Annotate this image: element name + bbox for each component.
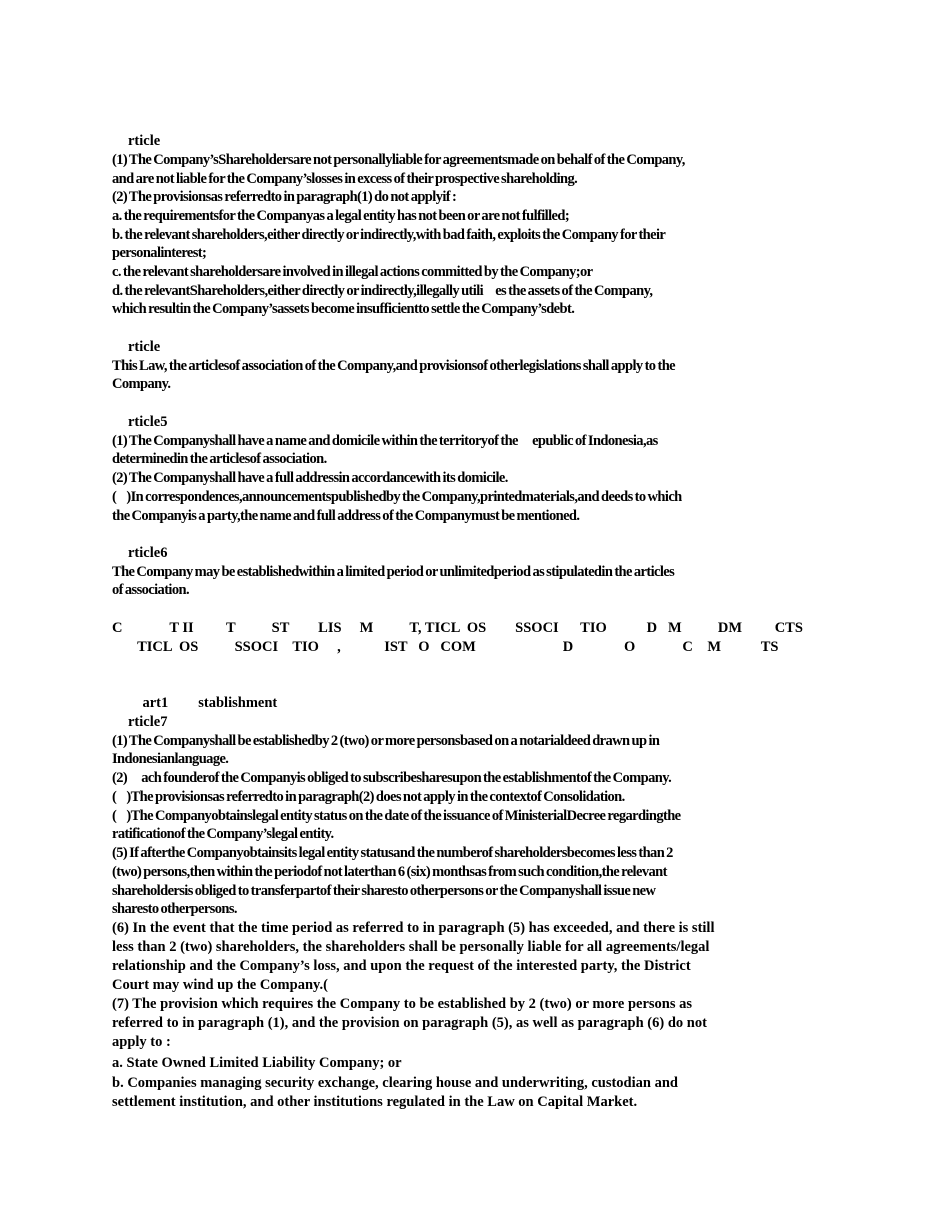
article-7-line: Indonesianlanguage. (112, 751, 229, 767)
article-5-line: ( )In correspondences,announcementspublishedby the Company,printedmaterials,and deeds to which (112, 489, 682, 505)
article-7-line: settlement institution, and other institutions regulated in the Law on Capital Market. (112, 1094, 638, 1110)
article-4-line: which resultin the Company’sassets become insufficientto settle the Company’sdebt. (112, 301, 575, 317)
article-5-line: the Companyis a party,the name and full address of the Companymust be mentioned. (112, 508, 580, 524)
article-5-line: determinedin the articlesof association. (112, 451, 327, 467)
part-label: art1 (142, 695, 169, 711)
article-7-line: (2) ach founderof the Companyis obliged to subscribesharesupon the establishmentof the Company. (112, 770, 672, 786)
article-4-line: c. the relevant shareholdersare involved in illegal actions committed by the Company;or (112, 264, 593, 280)
article-7-line: relationship and the Company’s loss, and upon the request of the interested party, the District (112, 958, 691, 974)
article-4-line: and are not liable for the Company’slosses in excess of their prospective shareholding. (112, 171, 578, 187)
article-7-line: referred to in paragraph (1), and the provision on paragraph (5), as well as paragraph (6) do not (112, 1015, 707, 1031)
article-law-heading: rticle (128, 339, 161, 355)
article-4-line: b. the relevant shareholders,either directly or indirectly,with bad faith, exploits the Company for their (112, 227, 666, 243)
article-4-line: a. the requirementsfor the Companyas a legal entity has not been or are not fulfilled; (112, 208, 570, 224)
article-4-line: (2) The provisionsas referredto in paragraph(1) do not applyif : (112, 189, 457, 205)
article-5-heading: rticle5 (128, 414, 168, 430)
article-7-line: b. Companies managing security exchange, clearing house and underwriting, custodian and (112, 1075, 678, 1091)
article-7-line: ratificationof the Company’slegal entity. (112, 826, 334, 842)
article-4-line: personalinterest; (112, 245, 207, 261)
article-7-line: less than 2 (two) shareholders, the shareholders shall be personally liable for all agreements/legal (112, 939, 710, 955)
article-7-line: Court may wind up the Company.( (112, 977, 328, 993)
article-law-line: This Law, the articlesof association of the Company,and provisionsof otherlegislations shall apply to the (112, 358, 675, 374)
article-law-line: Company. (112, 376, 171, 392)
article-4-line: d. the relevantShareholders,either directly or indirectly,illegally utili es the assets of the Company, (112, 283, 653, 299)
article-7-line: (6) In the event that the time period as referred to in paragraph (5) has exceeded, and there is still (112, 920, 715, 936)
article-7-line: (7) The provision which requires the Company to be established by 2 (two) or more persons as (112, 996, 693, 1012)
article-6-heading: rticle6 (128, 545, 168, 561)
article-5-line: (1) The Companyshall have a name and domicile within the territoryof the epublic of Indonesia,as (112, 433, 658, 449)
article-5-line: (2) The Companyshall have a full addressin accordancewith its domicile. (112, 470, 508, 486)
article-6-line: of association. (112, 582, 190, 598)
article-4-heading: rticle (128, 133, 161, 149)
article-6-line: The Company may be establishedwithin a limited period or unlimitedperiod as stipulatedin the articles (112, 564, 675, 580)
article-7-line: a. State Owned Limited Liability Company; or (112, 1055, 402, 1071)
article-4-line: (1) The Company’sShareholdersare not personallyliable for agreementsmade on behalf of the Company, (112, 152, 685, 168)
article-7-line: ( )The provisionsas referredto in paragraph(2) does not apply in the contextof Consolidation. (112, 789, 625, 805)
article-7-line: ( )The Companyobtainslegal entity status on the date of the issuance of MinisterialDecree regardingthe (112, 808, 681, 824)
article-7-line: sharesto otherpersons. (112, 901, 237, 917)
article-7-line: shareholdersis obliged to transferpartof their sharesto otherpersons or the Companyshall issue new (112, 883, 656, 899)
chapter-title-line-1: C T II T ST LIS M T, TICL OS SSOCI TIO D M DM CTS (112, 620, 803, 636)
part-title: stablishment (198, 695, 278, 711)
article-7-heading: rticle7 (128, 714, 168, 730)
article-7-line: apply to : (112, 1034, 171, 1050)
chapter-title-line-2: TICL OS SSOCI TIO , IST O COM D O C M TS (112, 639, 779, 655)
article-7-line: (1) The Companyshall be establishedby 2 (two) or more personsbased on a notarialdeed drawn up in (112, 733, 660, 749)
article-7-line: (5) If afterthe Companyobtainsits legal entity statusand the numberof shareholdersbecomes less than 2 (112, 845, 673, 861)
article-7-line: (two) persons,then within the periodof not laterthan 6 (six) monthsas from such condition,the relevant (112, 864, 667, 880)
